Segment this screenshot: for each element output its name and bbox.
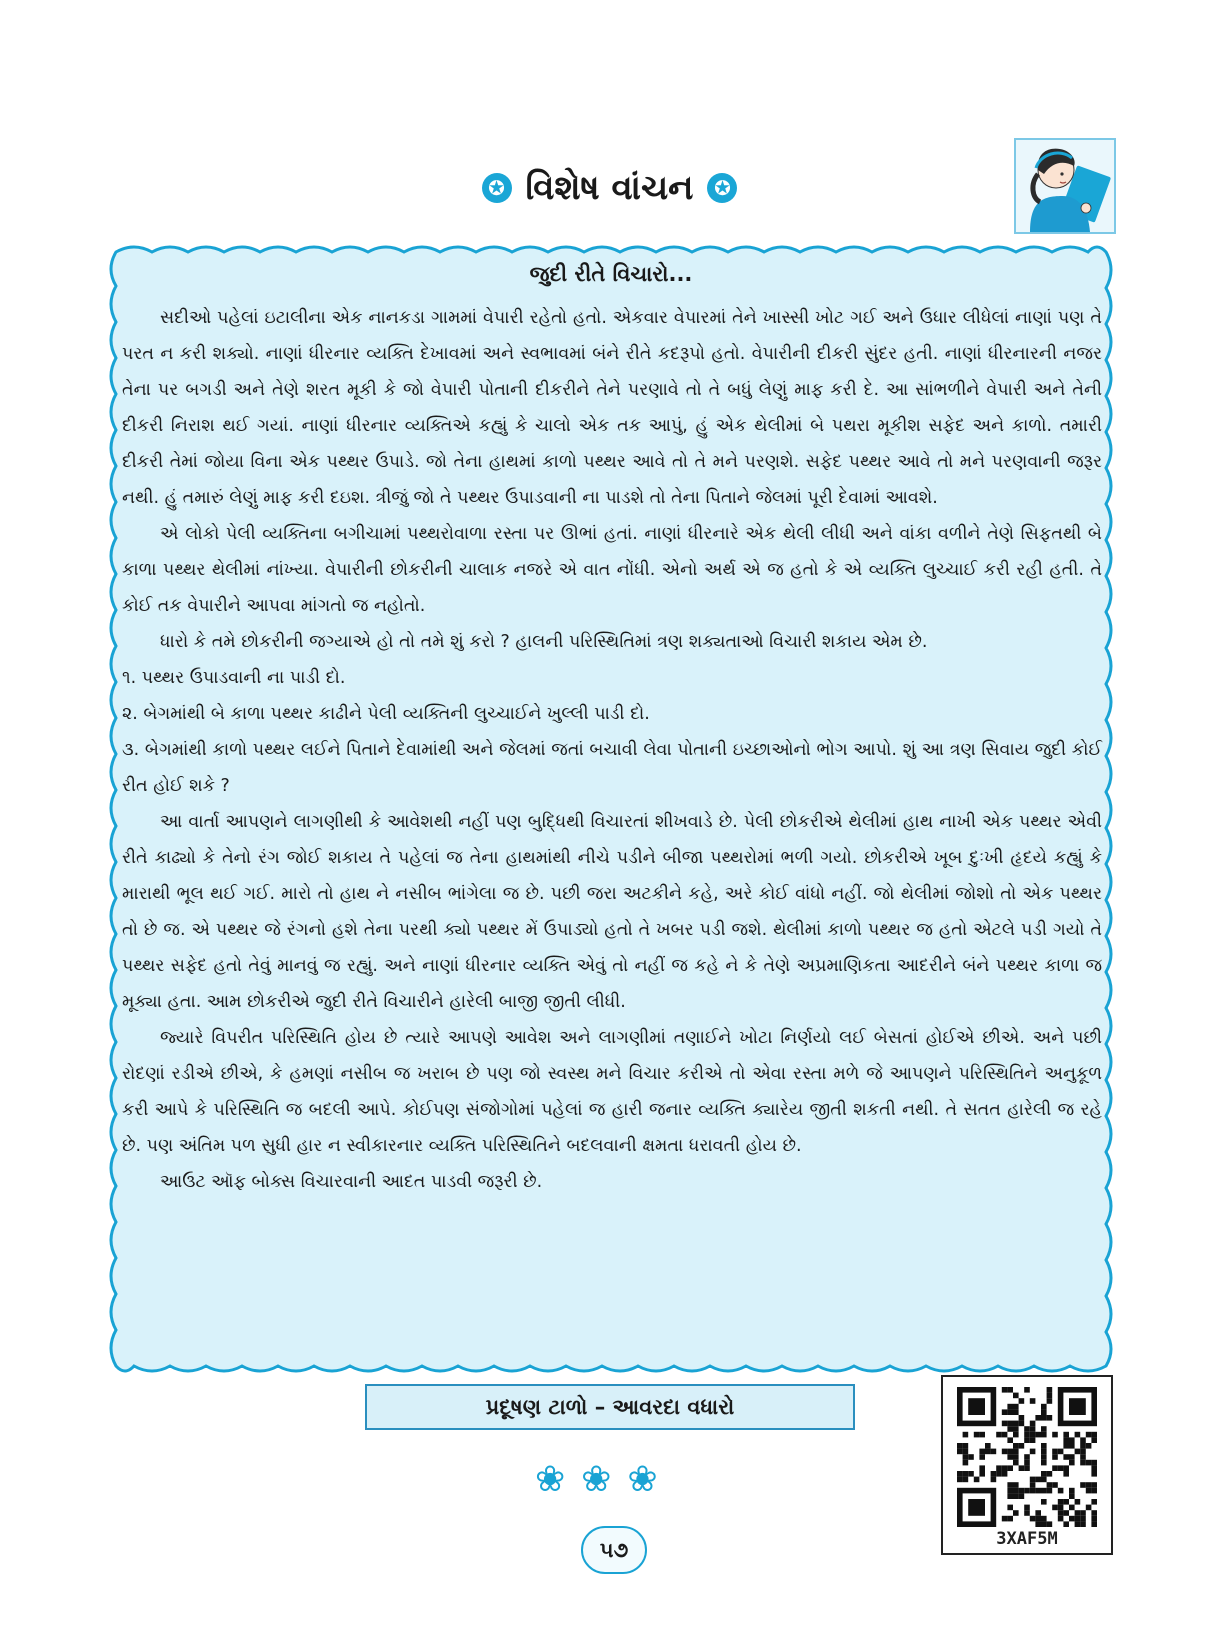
star-left-icon: ✪ [482,173,512,203]
flower-icon: ❀ [627,1459,658,1500]
story-paragraph: એ લોકો પેલી વ્યક્તિના બગીચામાં પથ્થરોવાળા રસ્તા પર ઊભાં હતાં. નાણાં ધીરનારે એક થેલી લીધી અને વાંકા વળીને તેણે સિફતથી બે કાળા પથ્થર થેલીમાં નાંખ્યા. વેપારીની છોકરીની ચાલાક નજરે એ વાત નોંધી. એનો અર્થ એ જ હતો કે એ વ્યક્તિ લુચ્ચાઈ કરી રહી હતી. તે કોઈ તક વેપારીને આપવા માંગતો જ નહોતો. [122,524,1102,616]
story-paragraph: આ વાર્તા આપણને લાગણીથી કે આવેશથી નહીં પણ બુદ્ધિથી વિચારતાં શીખવાડે છે. પેલી છોકરીએ થેલીમાં હાથ નાખી એક પથ્થર એવી રીતે કાઢ્યો કે તેનો રંગ જોઈ શકાય તે પહેલાં જ તેના હાથમાંથી નીચે પડીને બીજા પથ્થરોમાં ભળી ગયો. છોકરીએ ખૂબ દુઃખી હૃદયે કહ્યું કે મારાથી ભૂલ થઈ ગઈ. મારો તો હાથ ને નસીબ ભાંગેલા જ છે. પછી જરા અટકીને કહે, અરે કોઈ વાંધો નહીં. જો થેલીમાં જોશો તો એક પથ્થર તો છે જ. એ પથ્થર જે રંગનો હશે તેના પરથી ક્યો પથ્થર મેં ઉપાડ્યો હતો તે ખબર પડી જશે. થેલીમાં કાળો પથ્થર જ હતો એટલે પડી ગયો તે પથ્થર સફેદ હતો તેવું માનવું જ રહ્યું. અને નાણાં ધીરનાર વ્યક્તિ એવું તો નહીં જ કહે ને કે તેણે અપ્રમાણિકતા આદરીને બંને પથ્થર કાળા જ મૂક્યા હતા. આમ છોકરીએ જુદી રીતે વિચારીને હારેલી બાજી જીતી લીધી. [122,812,1102,1012]
option-item: ૩. બેગમાંથી કાળો પથ્થર લઈને પિતાને દેવામાંથી અને જેલમાં જતાં બચાવી લેવા પોતાની ઇચ્છાઓનો ભોગ આપો. શું આ ત્રણ સિવાય જુદી કોઈ રીત હોઈ શકે ? [122,740,1102,796]
reading-girl-illustration [1014,138,1116,234]
option-item: ૨. બેગમાંથી બે કાળા પથ્થર કાઢીને પેલી વ્યક્તિની લુચ્ચાઈને ખુલ્લી પાડી દો. [122,704,650,724]
story-paragraph: આઉટ ઑફ બોક્સ વિચારવાની આદત પાડવી જરૂરી છે. [160,1172,543,1192]
flower-icon: ❀ [581,1459,612,1500]
star-right-icon: ✪ [707,173,737,203]
flower-ornaments [535,1460,658,1500]
story-paragraph: જ્યારે વિપરીત પરિસ્થિતિ હોય છે ત્યારે આપણે આવેશ અને લાગણીમાં તણાઈને ખોટા નિર્ણયો લઈ બેસતાં હોઈએ છીએ. અને પછી રોદણાં રડીએ છીએ, કે હમણાં નસીબ જ ખરાબ છે પણ જો સ્વસ્થ મને વિચાર કરીએ તો એવા રસ્તા મળે જે આપણને પરિસ્થિતિને અનુકૂળ કરી આપે કે પરિસ્થિતિ જ બદલી આપે. કોઈપણ સંજોગોમાં પહેલાં જ હારી જનાર વ્યક્તિ ક્યારેય જીતી શકતી નથી. તે સતત હારેલી જ રહે છે. પણ અંતિમ પળ સુધી હાર ન સ્વીકારનાર વ્યક્તિ પરિસ્થિતિને બદલવાની ક્ષમતા ધરાવતી હોય છે. [122,1028,1102,1156]
qr-code-icon [957,1387,1097,1527]
slogan-box: પ્રદૂષણ ટાળો – આવરદા વધારો [365,1384,855,1430]
option-item: ૧. પથ્થર ઉપાડવાની ના પાડી દો. [122,668,346,688]
section-title: વિશેષ વાંચન [525,168,694,208]
story-body [122,300,1102,1200]
story-paragraph: ધારો કે તમે છોકરીની જગ્યાએ હો તો તમે શું કરો ? હાલની પરિસ્થિતિમાં ત્રણ શક્યતાઓ વિચારી શકાય એમ છે. [160,632,928,652]
story-title: જુદી રીતે વિચારો... [529,262,693,286]
story-paragraph: સદીઓ પહેલાં ઇટાલીના એક નાનકડા ગામમાં વેપારી રહેતો હતો. એકવાર વેપારમાં તેને ખાસ્સી ખોટ ગઈ અને ઉધાર લીધેલાં નાણાં પણ તે પરત ન કરી શક્યો. નાણાં ધીરનાર વ્યક્તિ દેખાવમાં અને સ્વભાવમાં બંને રીતે કદરૂપો હતો. વેપારીની દીકરી સુંદર હતી. નાણાં ધીરનારની નજર તેના પર બગડી અને તેણે શરત મૂકી કે જો વેપારી પોતાની દીકરીને તેને પરણાવે તો તે બધું લેણું માફ કરી દે. આ સાંભળીને વેપારી અને તેની દીકરી નિરાશ થઈ ગયાં. નાણાં ધીરનાર વ્યક્તિએ કહ્યું કે ચાલો એક તક આપું, હું એક થેલીમાં બે પથરા મૂકીશ સફેદ અને કાળો. તમારી દીકરી તેમાં જોયા વિના એક પથ્થર ઉપાડે. જો તેના હાથમાં કાળો પથ્થર આવે તો તે મને પરણશે. સફેદ પથ્થર આવે તો મને પરણવાની જરૂર નથી. હું તમારું લેણું માફ કરી દઇશ. ત્રીજું જો તે પથ્થર ઉપાડવાની ના પાડશે તો તેના પિતાને જેલમાં પૂરી દેવામાં આવશે. [122,308,1102,508]
qr-code-box[interactable] [941,1375,1113,1555]
qr-caption: 3XAF5M [996,1529,1058,1549]
reading-panel [108,244,1114,1374]
flower-icon: ❀ [535,1459,566,1500]
page-number: ૫૭ [581,1526,647,1574]
